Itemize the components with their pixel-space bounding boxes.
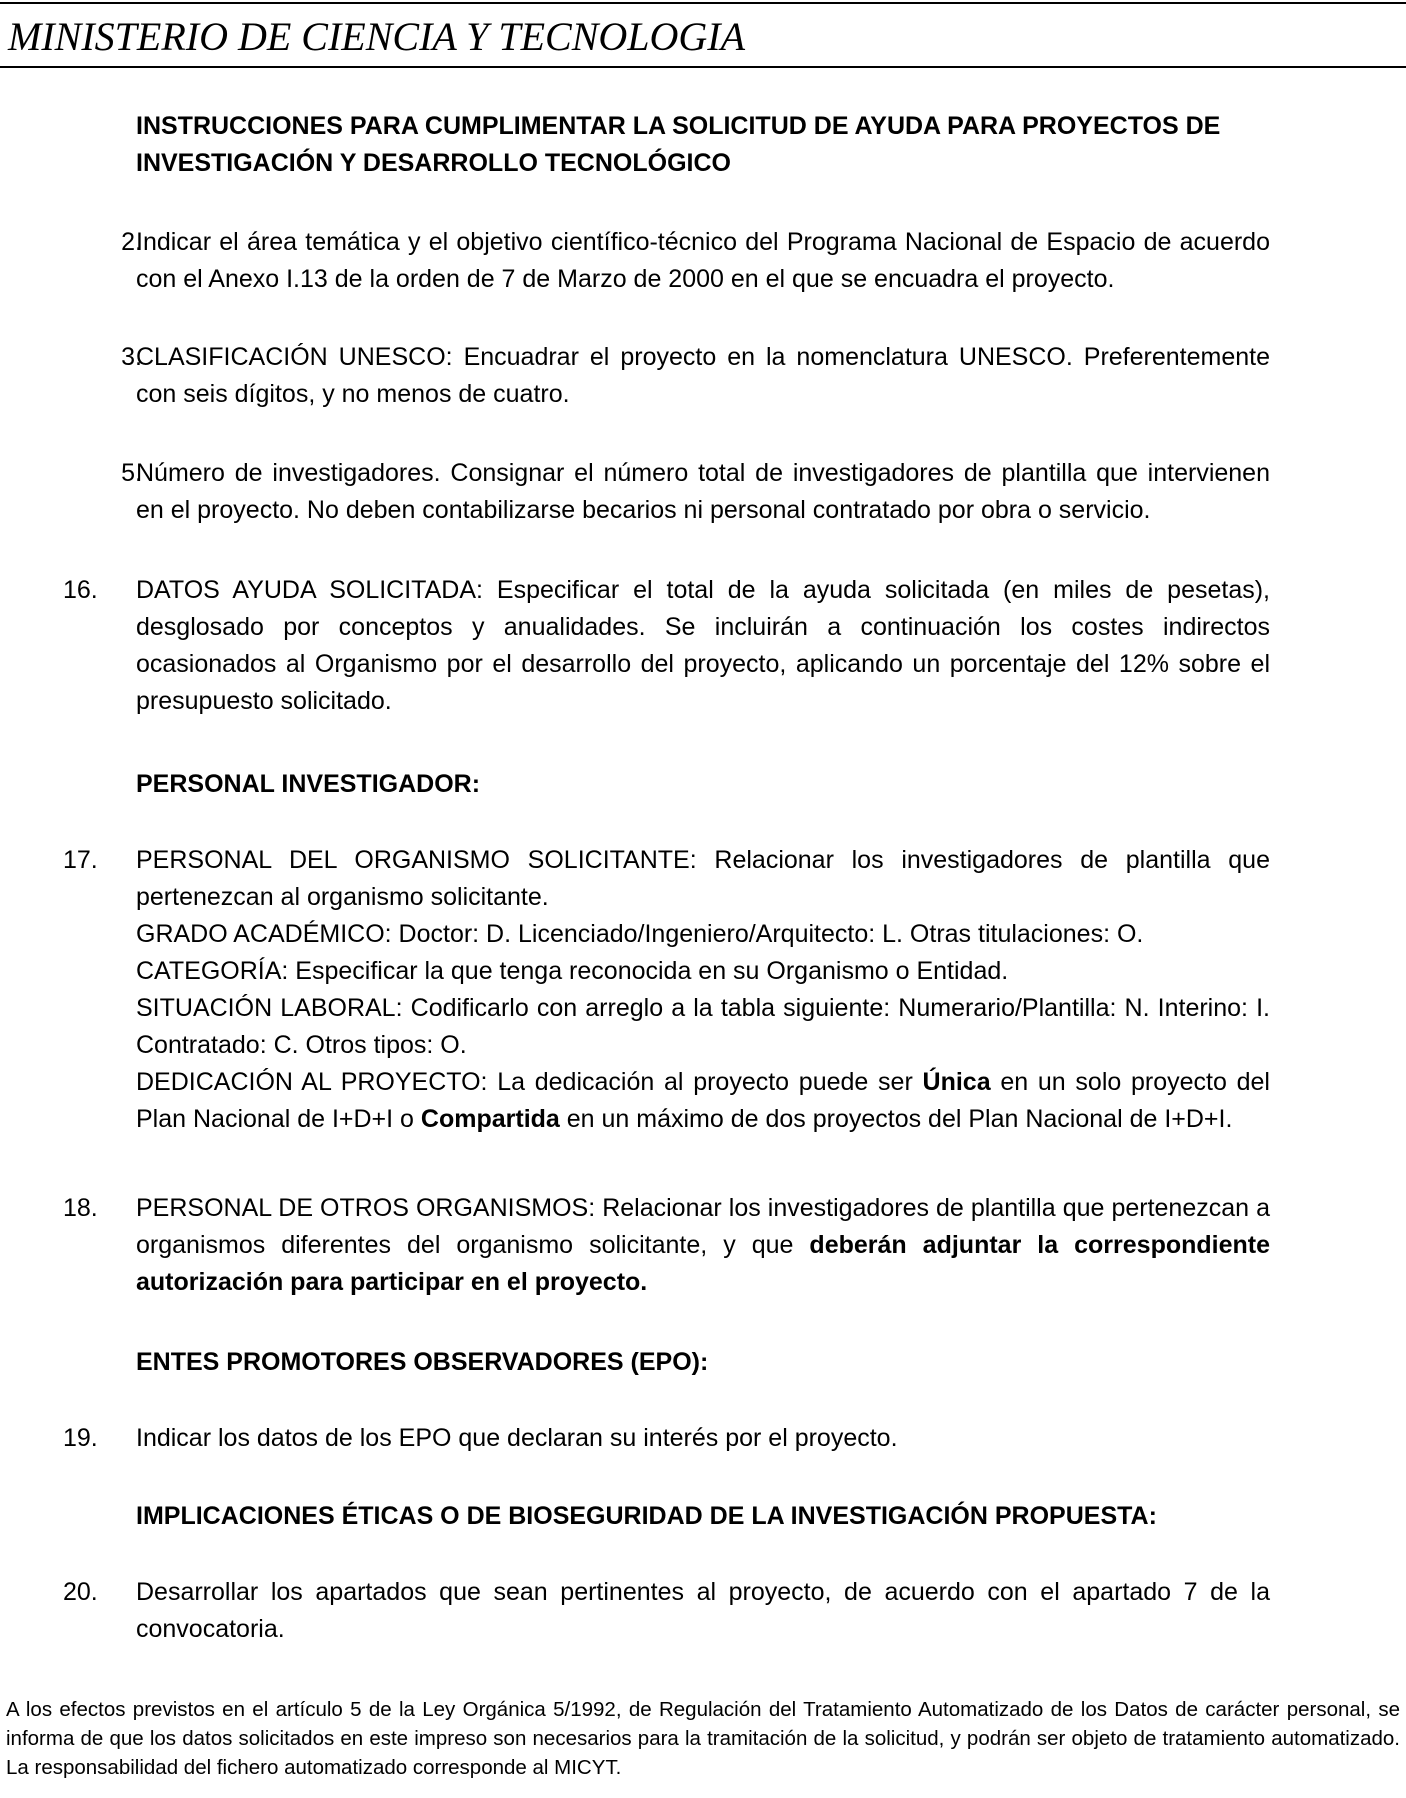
item-text: DATOS AYUDA SOLICITADA: Especificar el total de la ayuda solicitada (en miles de pesetas), desglosado por conceptos y anualidades. Se incluirán a continuación los costes indirectos ocasionados al Organismo por el desarrollo del proyecto, aplicando un porcentaje del 12% sobre el presupuesto solicitado. <box>136 576 1270 715</box>
item-categoria: CATEGORÍA: Especificar la que tenga reconocida en su Organismo o Entidad. <box>136 957 1009 985</box>
dedicacion-unica: Única <box>922 1068 991 1096</box>
ministry-header: MINISTERIO DE CIENCIA Y TECNOLOGIA <box>8 14 746 59</box>
item-number: 3. <box>121 343 142 371</box>
item-number: 18. <box>63 1194 98 1222</box>
item-number: 19. <box>63 1424 98 1452</box>
item-text-emphasis: deberán adjuntar la correspondiente autorización para participar en el proyecto. <box>136 1231 1271 1296</box>
item-dedicacion <box>136 1064 1270 1138</box>
item-grado-academico: GRADO ACADÉMICO: Doctor: D. Licenciado/Ingeniero/Arquitecto: L. Otras titulaciones: O. <box>136 920 1144 948</box>
item-number: 16. <box>63 576 98 604</box>
item-number: 2. <box>121 228 142 256</box>
item-text: Indicar los datos de los EPO que declaran su interés por el proyecto. <box>136 1424 898 1452</box>
dedicacion-text: en un solo proyecto del Plan Nacional de I+D+I o <box>136 1068 1270 1133</box>
item-number: 5. <box>121 459 142 487</box>
dedicacion-text: DEDICACIÓN AL PROYECTO: La dedicación al proyecto puede ser <box>136 1068 923 1096</box>
document-title: INSTRUCCIONES PARA CUMPLIMENTAR LA SOLICITUD DE AYUDA PARA PROYECTOS DE INVESTIGACIÓN Y DESARROLLO TECNOLÓGICO <box>136 112 1221 177</box>
header-bottom-rule <box>0 66 1406 68</box>
item-text: Número de investigadores. Consignar el número total de investigadores de plantilla que intervienen en el proyecto. No deben contabilizarse becarios ni personal contratado por obra o servicio. <box>136 459 1270 524</box>
dedicacion-text: en un máximo de dos proyectos del Plan Nacional de I+D+I. <box>559 1105 1233 1133</box>
item-number: 20. <box>63 1578 98 1606</box>
item-intro: PERSONAL DEL ORGANISMO SOLICITANTE: Relacionar los investigadores de plantilla que pertenezcan al organismo solicitante. <box>136 846 1270 911</box>
item-text: CLASIFICACIÓN UNESCO: Encuadrar el proyecto en la nomenclatura UNESCO. Preferentemente con seis dígitos, y no menos de cuatro. <box>136 343 1270 408</box>
item-text: Desarrollar los apartados que sean pertinentes al proyecto, de acuerdo con el apartado 7 de la convocatoria. <box>136 1578 1270 1643</box>
section-implicaciones-eticas: IMPLICACIONES ÉTICAS O DE BIOSEGURIDAD DE LA INVESTIGACIÓN PROPUESTA: <box>136 1502 1157 1530</box>
item-situacion-laboral: SITUACIÓN LABORAL: Codificarlo con arreglo a la tabla siguiente: Numerario/Plantilla: N. Interino: I. Contratado: C. Otros tipos: O. <box>136 994 1270 1059</box>
item-text: Indicar el área temática y el objetivo científico-técnico del Programa Nacional de Espacio de acuerdo con el Anexo I.13 de la orden de 7 de Marzo de 2000 en el que se encuadra el proyecto. <box>136 228 1270 293</box>
dedicacion-compartida: Compartida <box>420 1105 560 1133</box>
section-personal-investigador: PERSONAL INVESTIGADOR: <box>136 770 481 798</box>
header-top-rule <box>0 2 1406 4</box>
data-protection-notice: A los efectos previstos en el artículo 5 de la Ley Orgánica 5/1992, de Regulación del Tratamiento Automatizado de los Datos de carácter personal, se informa de que los datos solicitados en este impreso son necesarios para la tramitación de la solicitud, y podrán ser objeto de tratamiento automatizado. La responsabilidad del fichero automatizado corresponde al MICYT. <box>6 1698 1400 1779</box>
item-number: 17. <box>63 846 98 874</box>
section-epo: ENTES PROMOTORES OBSERVADORES (EPO): <box>136 1348 709 1376</box>
item-text: PERSONAL DE OTROS ORGANISMOS: Relacionar los investigadores de plantilla que pertenezcan a organismos diferentes del organismo solicitante, y que <box>136 1194 1270 1259</box>
